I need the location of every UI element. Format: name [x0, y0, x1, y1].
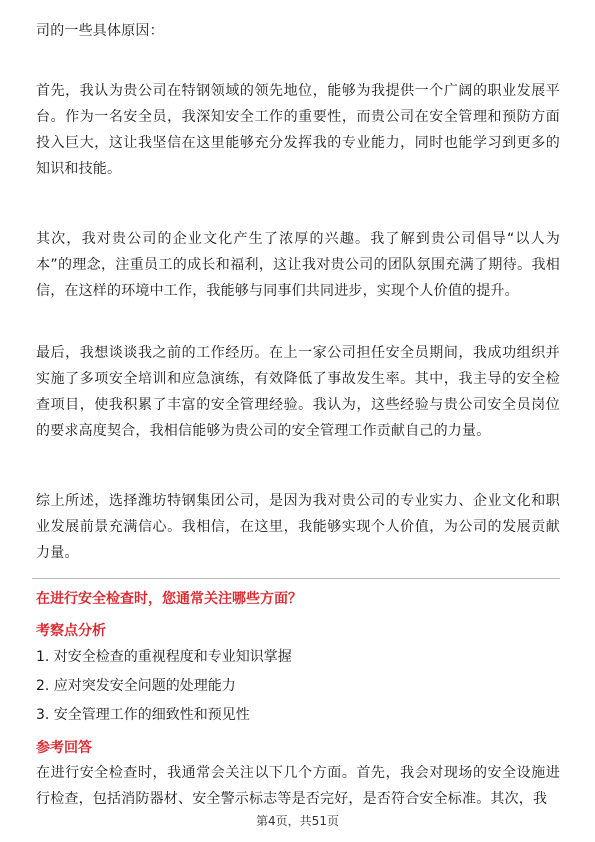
- intro-fragment: 司的一些具体原因：: [36, 23, 164, 39]
- section-divider: [32, 578, 560, 579]
- paragraph-third-reason: 最后，我想谈谈我之前的工作经历。在上一家公司担任安全员期间，我成功组织并实施了多项安全培训和应急演练，有效降低了事故发生率。其中，我主导的安全检查项目，使我积累了丰富的安全管理经验。我认为，这些经验与贵公司安全员岗位的要求高度契合，我相信能够为贵公司的安全管理工作贡献自己的力量。: [36, 345, 560, 439]
- answer-heading: 参考回答: [36, 740, 92, 756]
- page-number: 第4页，共51页: [256, 814, 339, 828]
- paragraph-second-reason: 其次，我对贵公司的企业文化产生了浓厚的兴趣。我了解到贵公司倡导“以人为本”的理念，注重员工的成长和福利，这让我对贵公司的团队氛围充满了期待。我相信，在这样的环境中工作，我能够与同事们共同进步，实现个人价值的提升。: [36, 231, 560, 299]
- analysis-item: 2. 应对突发安全问题的处理能力: [36, 678, 236, 694]
- paragraph-first-reason: 首先，我认为贵公司在特钢领域的领先地位，能够为我提供一个广阔的职业发展平台。作为一名安全员，我深知安全工作的重要性，而贵公司在安全管理和预防方面投入巨大，这让我坚信在这里能够充分发挥我的专业能力，同时也能学习到更多的知识和技能。: [36, 83, 560, 177]
- answer-text: 在进行安全检查时，我通常会关注以下几个方面。首先，我会对现场的安全设施进行检查，包括消防器材、安全警示标志等是否完好，是否符合安全标准。其次，我: [36, 765, 560, 807]
- analysis-heading: 考察点分析: [36, 623, 106, 639]
- paragraph-conclusion: 综上所述，选择潍坊特钢集团公司，是因为我对贵公司的专业实力、企业文化和职业发展前景充满信心。我相信，在这里，我能够实现个人价值，为公司的发展贡献力量。: [36, 493, 560, 561]
- analysis-item: 1. 对安全检查的重视程度和专业知识掌握: [36, 649, 292, 665]
- interview-question: 在进行安全检查时，您通常关注哪些方面？: [36, 591, 302, 607]
- analysis-item: 3. 安全管理工作的细致性和预见性: [36, 707, 250, 723]
